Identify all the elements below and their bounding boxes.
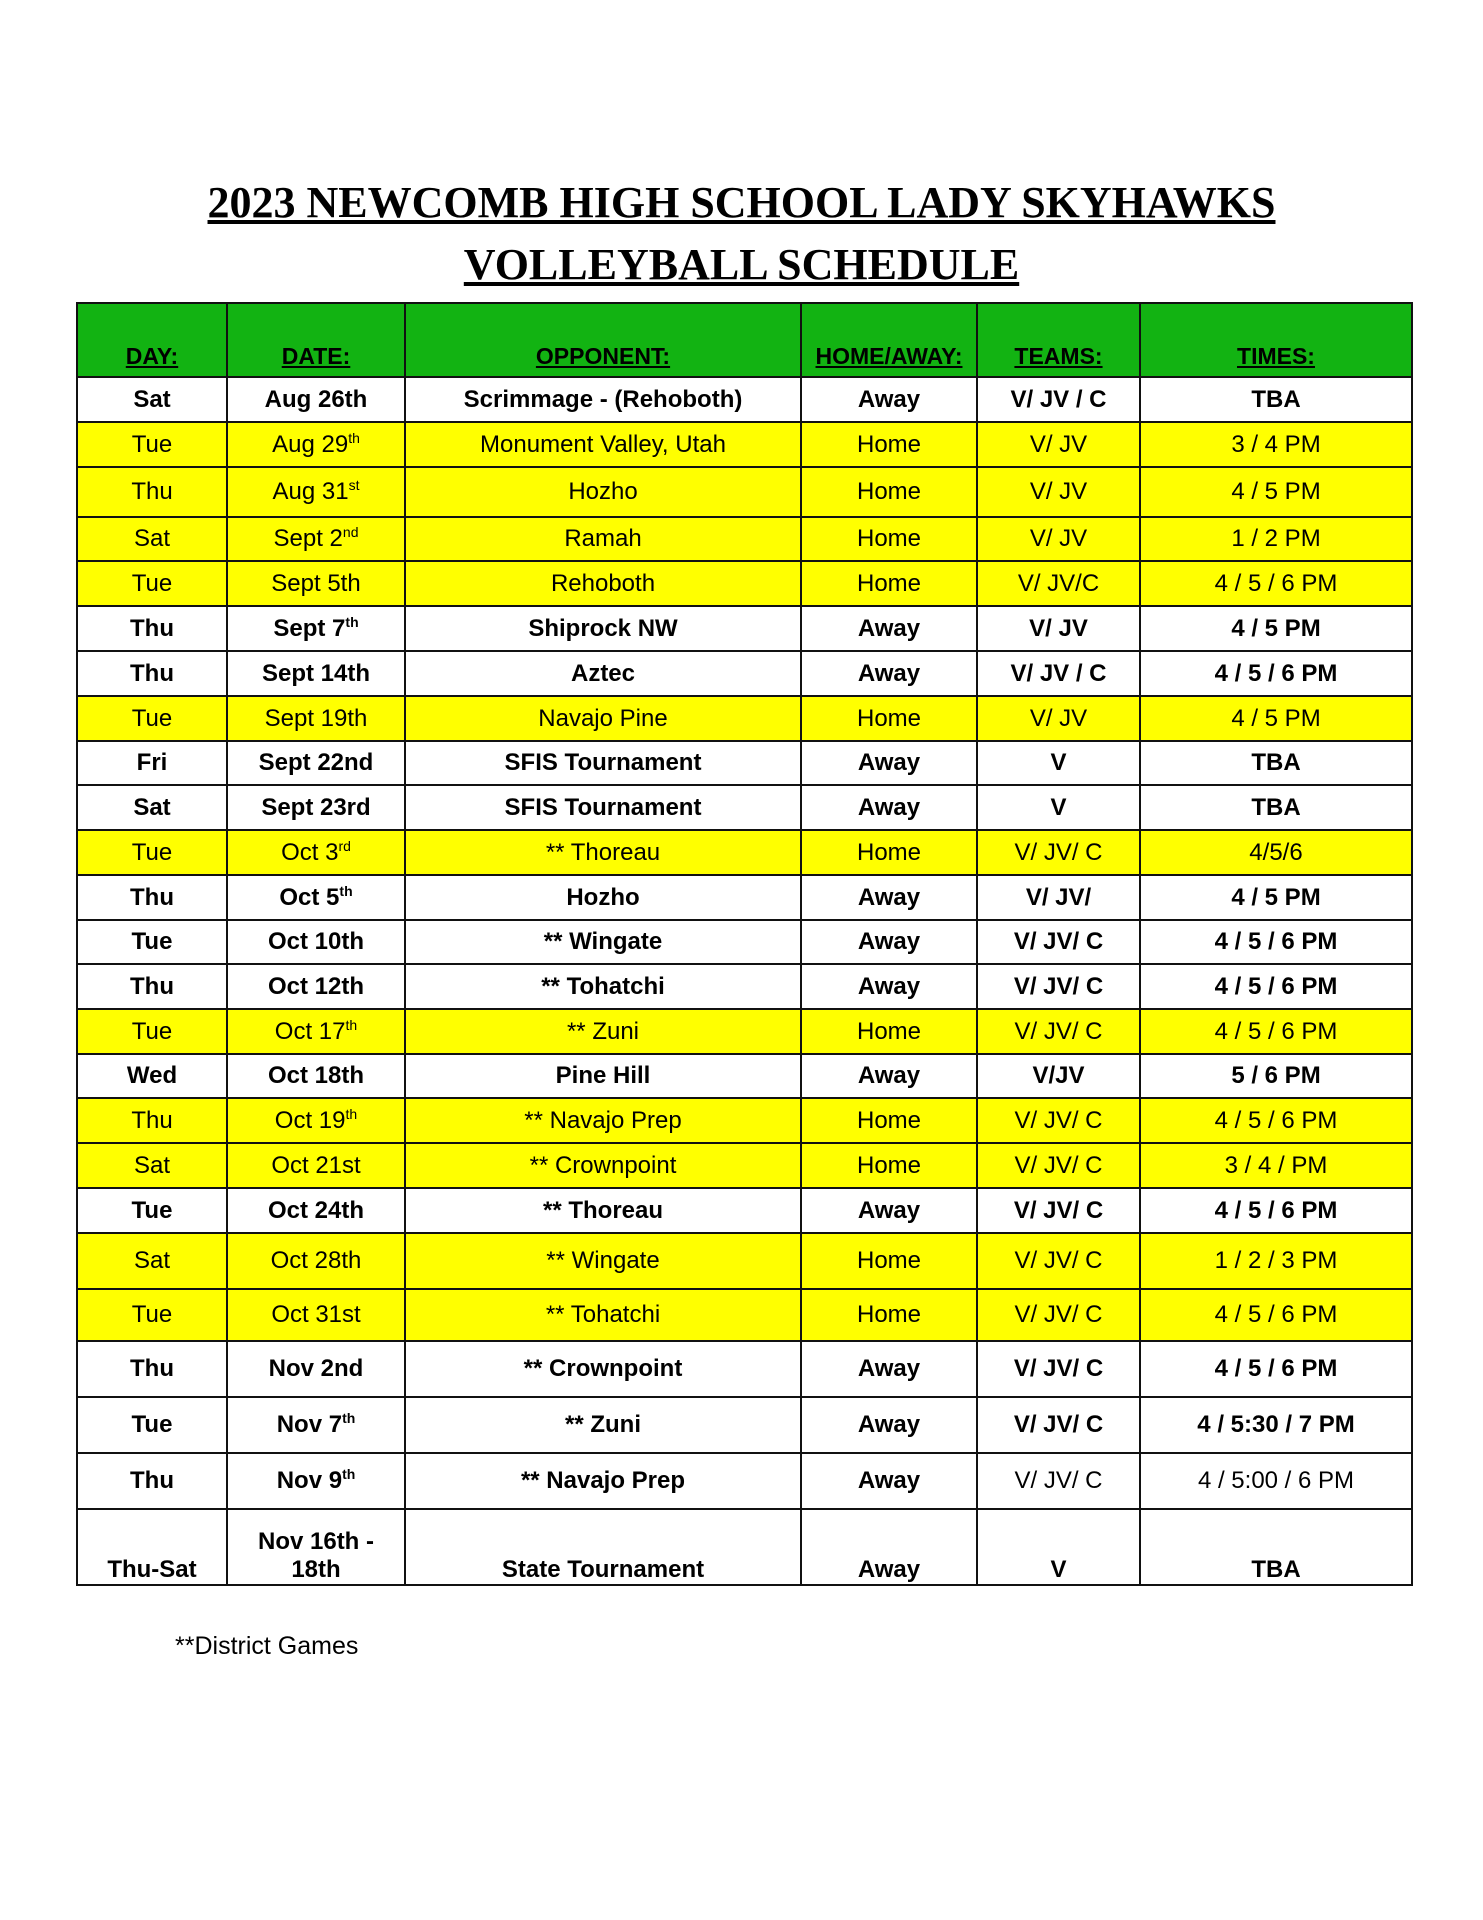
page-title: [0, 172, 1483, 296]
cell-date: [227, 741, 405, 785]
cell-day: Tue: [77, 830, 227, 875]
header-row: [77, 303, 1412, 377]
date-text: Sept 22nd: [258, 749, 374, 776]
cell-date: [227, 606, 405, 651]
cell-date: [227, 875, 405, 920]
date-text: Oct 31st: [271, 1301, 361, 1328]
cell-home-away: Home: [801, 561, 977, 606]
date-suffix: th: [342, 1466, 356, 1482]
table-row: [77, 517, 1412, 561]
cell-day: Sat: [77, 377, 227, 422]
cell-teams: V/ JV/ C: [977, 1009, 1140, 1054]
cell-date: [227, 1098, 405, 1143]
table-row: [77, 561, 1412, 606]
cell-opponent: ** Crownpoint: [405, 1341, 801, 1397]
date-text: Nov 7: [276, 1411, 343, 1438]
table-row: [77, 785, 1412, 830]
cell-date: [227, 1509, 405, 1585]
cell-date: [227, 1453, 405, 1509]
cell-teams: V/ JV/ C: [977, 830, 1140, 875]
cell-opponent: Navajo Pine: [405, 696, 801, 741]
date-text: Sept 7: [273, 614, 346, 642]
cell-home-away: Home: [801, 696, 977, 741]
date-text: Sept 2: [273, 525, 343, 552]
table-row: [77, 1188, 1412, 1233]
cell-teams: V/ JV/: [977, 875, 1140, 920]
cell-opponent: ** Thoreau: [405, 830, 801, 875]
table-row: [77, 1009, 1412, 1054]
date-text: Oct 28th: [270, 1247, 362, 1274]
cell-home-away: Away: [801, 964, 977, 1009]
cell-opponent: State Tournament: [405, 1509, 801, 1585]
cell-day: Thu: [77, 651, 227, 696]
cell-day: Thu: [77, 964, 227, 1009]
table-row: [77, 696, 1412, 741]
title-line-2: VOLLEYBALL SCHEDULE: [463, 240, 1020, 289]
table-row: [77, 377, 1412, 422]
cell-date: [227, 561, 405, 606]
cell-home-away: Away: [801, 920, 977, 964]
cell-times: 4 / 5:30 / 7 PM: [1140, 1397, 1412, 1453]
cell-teams: V/ JV/ C: [977, 964, 1140, 1009]
cell-date: [227, 920, 405, 964]
cell-home-away: Away: [801, 1397, 977, 1453]
cell-date: [227, 1341, 405, 1397]
cell-opponent: ** Zuni: [405, 1397, 801, 1453]
date-text: Aug 31: [272, 478, 349, 505]
table-row: [77, 1054, 1412, 1098]
cell-date: [227, 651, 405, 696]
cell-teams: V/ JV / C: [977, 651, 1140, 696]
cell-teams: V/ JV/ C: [977, 1188, 1140, 1233]
table-row: [77, 741, 1412, 785]
date-text: Sept 14th: [261, 659, 371, 687]
cell-times: 4 / 5 / 6 PM: [1140, 651, 1412, 696]
cell-day: Sat: [77, 517, 227, 561]
cell-day: Thu: [77, 875, 227, 920]
date-text: Oct 3: [281, 838, 339, 866]
cell-home-away: Home: [801, 422, 977, 467]
cell-times: TBA: [1140, 377, 1412, 422]
date-text: Sept 23rd: [261, 793, 371, 821]
cell-times: 4 / 5 / 6 PM: [1140, 1098, 1412, 1143]
cell-teams: V/ JV/ C: [977, 1341, 1140, 1397]
cell-teams: V/ JV/ C: [977, 1143, 1140, 1188]
date-suffix: th: [342, 1410, 356, 1426]
cell-times: 4 / 5 PM: [1140, 467, 1412, 517]
cell-times: 3 / 4 PM: [1140, 422, 1412, 467]
date-text: Oct 21st: [271, 1151, 361, 1179]
cell-opponent: ** Tohatchi: [405, 1289, 801, 1341]
cell-times: TBA: [1140, 1509, 1412, 1585]
cell-opponent: ** Wingate: [405, 1233, 801, 1289]
cell-teams: V/ JV: [977, 422, 1140, 467]
cell-opponent: ** Tohatchi: [405, 964, 801, 1009]
cell-opponent: SFIS Tournament: [405, 741, 801, 785]
cell-teams: V/ JV: [977, 606, 1140, 651]
cell-teams: V: [977, 741, 1140, 785]
cell-home-away: Away: [801, 785, 977, 830]
cell-day: Thu: [77, 1341, 227, 1397]
cell-times: 4 / 5 / 6 PM: [1140, 920, 1412, 964]
cell-date: [227, 1289, 405, 1341]
date-text: Sept 19th: [264, 704, 368, 732]
cell-day: Fri: [77, 741, 227, 785]
table-row: [77, 1143, 1412, 1188]
date-suffix: th: [345, 613, 359, 630]
cell-opponent: Shiprock NW: [405, 606, 801, 651]
cell-date: [227, 1188, 405, 1233]
cell-teams: V/ JV: [977, 517, 1140, 561]
cell-home-away: Away: [801, 1054, 977, 1098]
table-row: [77, 467, 1412, 517]
table-row: [77, 830, 1412, 875]
table-row: [77, 1509, 1412, 1585]
cell-teams: V/ JV: [977, 467, 1140, 517]
date-text: Nov 9: [276, 1467, 343, 1494]
date-suffix: st: [348, 477, 360, 493]
cell-date: [227, 696, 405, 741]
cell-teams: V/ JV/ C: [977, 920, 1140, 964]
date-text: Oct 18th: [267, 1062, 365, 1089]
cell-times: 4 / 5 / 6 PM: [1140, 1289, 1412, 1341]
cell-times: TBA: [1140, 785, 1412, 830]
cell-opponent: ** Wingate: [405, 920, 801, 964]
cell-date: [227, 1233, 405, 1289]
cell-home-away: Away: [801, 1341, 977, 1397]
cell-teams: V: [977, 1509, 1140, 1585]
schedule-table: [76, 302, 1413, 1586]
cell-opponent: SFIS Tournament: [405, 785, 801, 830]
cell-date: [227, 422, 405, 467]
cell-teams: V/ JV/ C: [977, 1397, 1140, 1453]
cell-date: [227, 517, 405, 561]
cell-date: [227, 1397, 405, 1453]
footnote: **District Games: [175, 1632, 359, 1660]
cell-home-away: Away: [801, 606, 977, 651]
cell-opponent: ** Thoreau: [405, 1188, 801, 1233]
table-row: [77, 964, 1412, 1009]
cell-opponent: ** Zuni: [405, 1009, 801, 1054]
date-text: Aug 26th: [264, 385, 368, 413]
schedule-body: [77, 377, 1412, 1585]
cell-opponent: Ramah: [405, 517, 801, 561]
cell-home-away: Away: [801, 1453, 977, 1509]
cell-home-away: Away: [801, 1509, 977, 1585]
cell-times: TBA: [1140, 741, 1412, 785]
cell-times: 4 / 5 PM: [1140, 875, 1412, 920]
cell-home-away: Away: [801, 651, 977, 696]
cell-day: Sat: [77, 785, 227, 830]
cell-teams: V/ JV/ C: [977, 1289, 1140, 1341]
cell-day: Thu: [77, 467, 227, 517]
cell-teams: V/JV: [977, 1054, 1140, 1098]
cell-home-away: Home: [801, 1143, 977, 1188]
cell-date: [227, 1009, 405, 1054]
cell-opponent: ** Crownpoint: [405, 1143, 801, 1188]
cell-day: Sat: [77, 1143, 227, 1188]
cell-home-away: Home: [801, 1289, 977, 1341]
cell-times: 4 / 5 / 6 PM: [1140, 1341, 1412, 1397]
header-date: DATE:: [227, 303, 405, 377]
cell-opponent: Scrimmage - (Rehoboth): [405, 377, 801, 422]
cell-home-away: Home: [801, 517, 977, 561]
cell-date: [227, 785, 405, 830]
table-row: [77, 1289, 1412, 1341]
date-text: Oct 17: [274, 1017, 346, 1045]
cell-day: Tue: [77, 1009, 227, 1054]
cell-opponent: Hozho: [405, 467, 801, 517]
date-text: Oct 12th: [267, 972, 365, 1000]
cell-day: Tue: [77, 1397, 227, 1453]
cell-home-away: Away: [801, 741, 977, 785]
cell-times: 4 / 5:00 / 6 PM: [1140, 1453, 1412, 1509]
cell-times: 1 / 2 PM: [1140, 517, 1412, 561]
cell-opponent: Monument Valley, Utah: [405, 422, 801, 467]
cell-day: Thu-Sat: [77, 1509, 227, 1585]
cell-times: 4 / 5 / 6 PM: [1140, 1188, 1412, 1233]
cell-times: 3 / 4 / PM: [1140, 1143, 1412, 1188]
cell-teams: V/ JV/ C: [977, 1098, 1140, 1143]
cell-teams: V: [977, 785, 1140, 830]
header-home-away: HOME/AWAY:: [801, 303, 977, 377]
cell-date: [227, 964, 405, 1009]
date-text: Oct 10th: [267, 928, 365, 955]
table-row: [77, 422, 1412, 467]
cell-opponent: Rehoboth: [405, 561, 801, 606]
table-row: [77, 875, 1412, 920]
cell-opponent: ** Navajo Prep: [405, 1453, 801, 1509]
cell-day: Sat: [77, 1233, 227, 1289]
cell-day: Tue: [77, 1188, 227, 1233]
cell-day: Tue: [77, 561, 227, 606]
date-text: Oct 24th: [267, 1196, 365, 1224]
cell-day: Thu: [77, 1098, 227, 1143]
cell-home-away: Home: [801, 1233, 977, 1289]
table-row: [77, 920, 1412, 964]
date-suffix: rd: [338, 837, 351, 854]
cell-opponent: Hozho: [405, 875, 801, 920]
header-opponent: OPPONENT:: [405, 303, 801, 377]
cell-day: Tue: [77, 422, 227, 467]
cell-home-away: Away: [801, 1188, 977, 1233]
cell-times: 4 / 5 / 6 PM: [1140, 561, 1412, 606]
header-day: DAY:: [77, 303, 227, 377]
cell-day: Wed: [77, 1054, 227, 1098]
table-row: [77, 1098, 1412, 1143]
header-times: TIMES:: [1140, 303, 1412, 377]
title-line-1: 2023 NEWCOMB HIGH SCHOOL LADY SKYHAWKS: [207, 178, 1276, 227]
cell-teams: V/ JV/C: [977, 561, 1140, 606]
cell-teams: V/ JV / C: [977, 377, 1140, 422]
cell-home-away: Away: [801, 875, 977, 920]
cell-day: Tue: [77, 696, 227, 741]
cell-home-away: Home: [801, 1098, 977, 1143]
cell-home-away: Home: [801, 830, 977, 875]
date-suffix: nd: [342, 524, 359, 540]
cell-opponent: Pine Hill: [405, 1054, 801, 1098]
cell-times: 1 / 2 / 3 PM: [1140, 1233, 1412, 1289]
cell-opponent: ** Navajo Prep: [405, 1098, 801, 1143]
cell-teams: V/ JV/ C: [977, 1233, 1140, 1289]
date-text: Nov 2nd: [268, 1355, 364, 1382]
cell-home-away: Home: [801, 467, 977, 517]
cell-day: Thu: [77, 606, 227, 651]
date-text: Sept 5th: [271, 569, 361, 597]
cell-teams: V/ JV: [977, 696, 1140, 741]
cell-opponent: Aztec: [405, 651, 801, 696]
cell-day: Tue: [77, 920, 227, 964]
header-teams: TEAMS:: [977, 303, 1140, 377]
table-row: [77, 1341, 1412, 1397]
cell-times: 4 / 5 PM: [1140, 696, 1412, 741]
cell-day: Tue: [77, 1289, 227, 1341]
date-suffix: th: [339, 882, 353, 899]
cell-home-away: Home: [801, 1009, 977, 1054]
cell-times: 4/5/6: [1140, 830, 1412, 875]
date-text: Oct 5: [279, 883, 340, 911]
date-text: Oct 19: [274, 1106, 346, 1134]
cell-times: 4 / 5 PM: [1140, 606, 1412, 651]
cell-home-away: Away: [801, 377, 977, 422]
cell-times: 4 / 5 / 6 PM: [1140, 964, 1412, 1009]
cell-times: 4 / 5 / 6 PM: [1140, 1009, 1412, 1054]
cell-date: [227, 467, 405, 517]
table-row: [77, 1233, 1412, 1289]
cell-day: Thu: [77, 1453, 227, 1509]
table-row: [77, 1397, 1412, 1453]
cell-date: [227, 1054, 405, 1098]
table-row: [77, 606, 1412, 651]
date-suffix: th: [345, 1016, 358, 1033]
date-suffix: th: [348, 429, 360, 446]
cell-date: [227, 377, 405, 422]
cell-times: 5 / 6 PM: [1140, 1054, 1412, 1098]
cell-teams: V/ JV/ C: [977, 1453, 1140, 1509]
date-suffix: th: [345, 1105, 358, 1122]
table-row: [77, 651, 1412, 696]
date-text: Nov 16th - 18th: [257, 1528, 374, 1583]
date-text: Aug 29: [272, 430, 349, 458]
cell-date: [227, 830, 405, 875]
cell-date: [227, 1143, 405, 1188]
table-row: [77, 1453, 1412, 1509]
